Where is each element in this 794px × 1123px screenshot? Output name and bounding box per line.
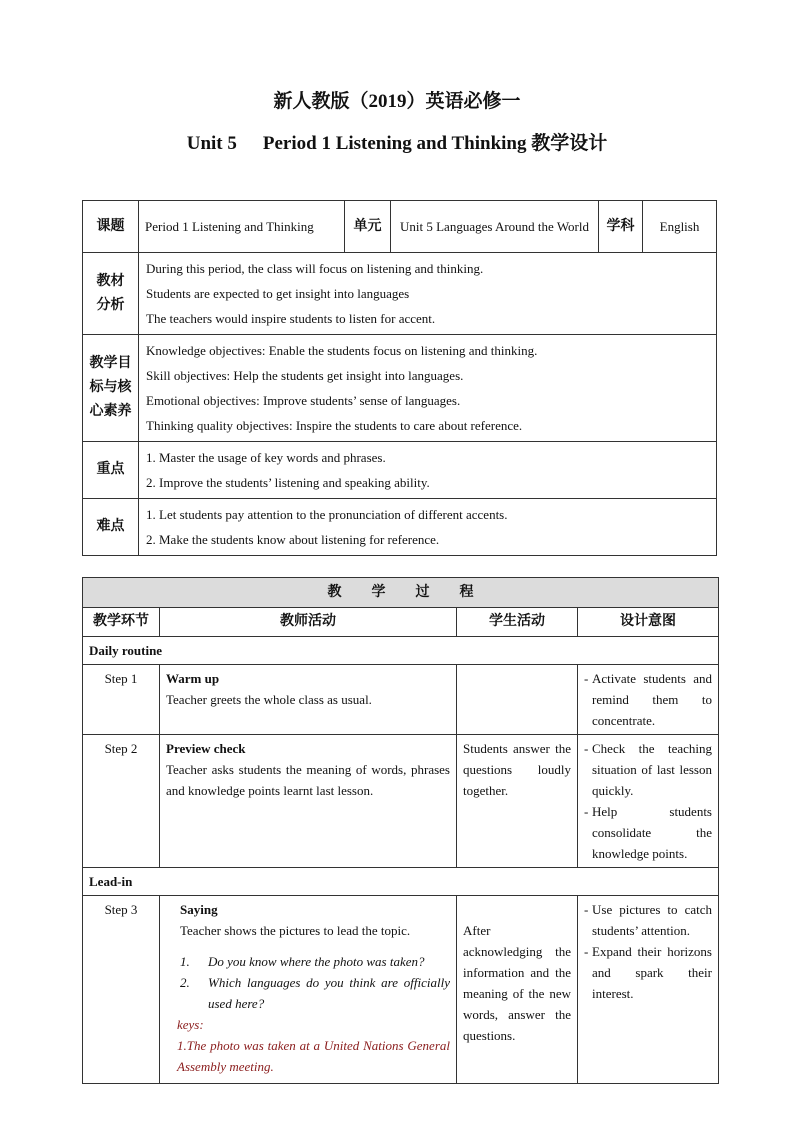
key-answer-1: 1.The photo was taken at a United Nations General Assembly meeting. (177, 1038, 450, 1074)
objective-line: Thinking quality objectives: Inspire the students to care about reference. (146, 418, 523, 433)
process-header-row (83, 578, 719, 608)
objectives-label: 教学目标与核心素养 (83, 335, 139, 442)
dash: - (584, 944, 589, 959)
col-intent: 设计意图 (578, 608, 719, 637)
intent-text: Help students consolidate the knowledge points. (592, 804, 712, 861)
dash: - (584, 671, 589, 686)
unit-label: 单元 (345, 201, 391, 253)
subtitle-unit: Unit 5 (186, 133, 237, 154)
step2-label: Step 2 (83, 735, 160, 868)
process-header-char: 过 (415, 584, 430, 600)
dash: - (584, 804, 589, 819)
process-header-char: 教 (327, 584, 342, 600)
question-number: 1. (180, 954, 190, 969)
info-row-key (83, 442, 717, 499)
subtitle-rest: Period 1 Listening and Thinking 教学设计 (262, 133, 608, 154)
col-stage: 教学环节 (83, 608, 160, 637)
key-line: 1. Master the usage of key words and phrases. (146, 450, 386, 465)
difficult-line: 1. Let students pay attention to the pronunciation of different accents. (146, 507, 508, 522)
dash: - (584, 902, 589, 917)
question-1 (180, 951, 450, 972)
objective-line: Skill objectives: Help the students get insight into languages. (146, 368, 464, 383)
material-label: 教材分析 (83, 253, 139, 335)
step2-activity (160, 735, 457, 868)
intent-item (584, 738, 712, 801)
process-header (83, 578, 719, 608)
step1-title: Warm up (166, 671, 220, 686)
question-text: Do you know where the photo was taken? (208, 954, 425, 969)
step3-student: After acknowledging the information and the meaning of the new words, answer the questions. (457, 896, 578, 1084)
step3-text: Teacher shows the pictures to lead the topic. (180, 923, 411, 938)
step1-label: Step 1 (83, 665, 160, 735)
info-row-material (83, 253, 717, 335)
section-daily: Daily routine (83, 637, 719, 665)
difficult-line: 2. Make the students know about listening for reference. (146, 532, 440, 547)
info-table (82, 200, 717, 556)
step2-student: Students answer the questions loudly together. (457, 735, 578, 868)
info-row-difficult (83, 499, 717, 556)
unit-value: Unit 5 Languages Around the World (391, 201, 599, 253)
topic-label: 课题 (83, 201, 139, 253)
key-line: 2. Improve the students’ listening and speaking ability. (146, 475, 430, 490)
step3-label: Step 3 (83, 896, 160, 1084)
intent-text: Use pictures to catch students’ attention. (592, 902, 712, 938)
section-row-daily (83, 637, 719, 665)
subject-value: English (643, 201, 717, 253)
column-header-row (83, 608, 719, 637)
intent-text: Activate students and remind them to concentrate. (592, 671, 712, 728)
step1-text: Teacher greets the whole class as usual. (166, 692, 372, 707)
step2-title: Preview check (166, 741, 246, 756)
difficult-label: 难点 (83, 499, 139, 556)
material-line: Students are expected to get insight into languages (146, 286, 410, 301)
key-label: 重点 (83, 442, 139, 499)
intent-text: Expand their horizons and spark their interest. (592, 944, 712, 1001)
step1-row (83, 665, 719, 735)
info-row-objectives (83, 335, 717, 442)
col-student: 学生活动 (457, 608, 578, 637)
key-text (139, 442, 717, 499)
col-teacher: 教师活动 (160, 608, 457, 637)
intent-item (584, 801, 712, 864)
intent-item (584, 668, 712, 731)
material-line: The teachers would inspire students to listen for accent. (146, 311, 436, 326)
step2-row (83, 735, 719, 868)
dash: - (584, 741, 589, 756)
step3-row (83, 896, 719, 1084)
step1-activity (160, 665, 457, 735)
intent-item (584, 941, 712, 1004)
intent-item (584, 899, 712, 941)
section-leadin: Lead-in (83, 868, 719, 896)
subject-label: 学科 (599, 201, 643, 253)
objective-line: Emotional objectives: Improve students’ sense of languages. (146, 393, 461, 408)
keys-label: keys: (177, 1017, 204, 1032)
document-subtitle (0, 128, 794, 155)
step3-title: Saying (180, 902, 218, 917)
step2-text: Teacher asks students the meaning of words, phrases and knowledge points learnt last lesson. (166, 762, 450, 798)
question-text: Which languages do you think are officially used here? (208, 975, 450, 1011)
step1-student (457, 665, 578, 735)
intent-text: Check the teaching situation of last lesson quickly. (592, 741, 712, 798)
section-row-leadin (83, 868, 719, 896)
info-row-topic (83, 201, 717, 253)
question-2 (180, 972, 450, 1014)
objective-line: Knowledge objectives: Enable the students focus on listening and thinking. (146, 343, 538, 358)
material-text (139, 253, 717, 335)
step1-intent (578, 665, 719, 735)
step2-intent (578, 735, 719, 868)
step3-intent (578, 896, 719, 1084)
question-number: 2. (180, 975, 190, 990)
topic-value: Period 1 Listening and Thinking (139, 201, 345, 253)
objectives-text (139, 335, 717, 442)
process-table (82, 577, 719, 1084)
difficult-text (139, 499, 717, 556)
material-line: During this period, the class will focus on listening and thinking. (146, 261, 484, 276)
process-header-char: 学 (371, 584, 386, 600)
process-header-char: 程 (459, 584, 474, 600)
step3-activity (160, 896, 457, 1084)
document-title: 新人教版（2019）英语必修一 (273, 91, 521, 112)
